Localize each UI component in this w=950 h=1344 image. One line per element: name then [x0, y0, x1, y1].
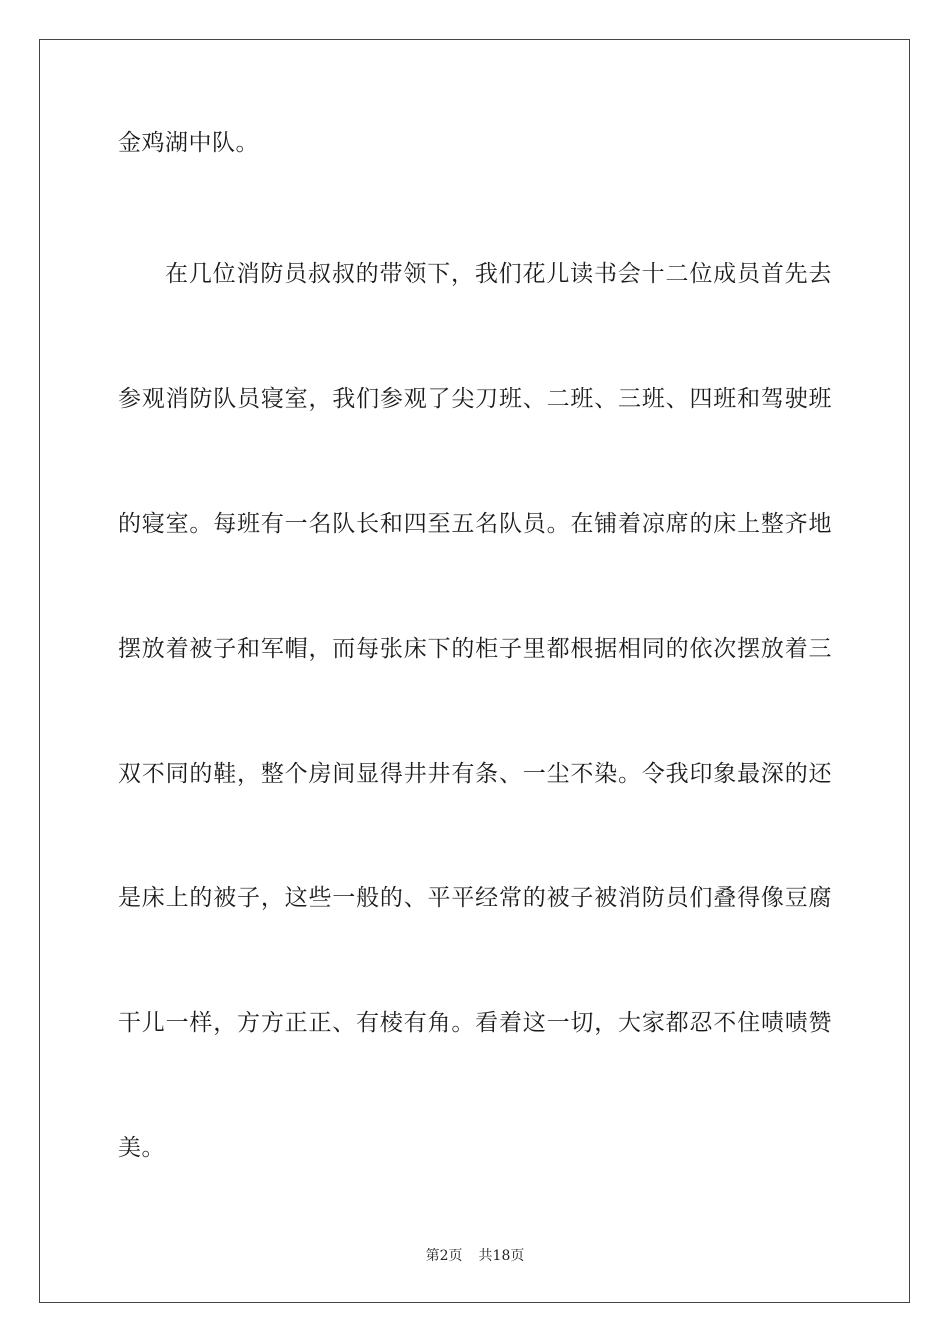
text-line: 美。	[118, 1135, 165, 1161]
page-border	[39, 39, 910, 1303]
text-line: 金鸡湖中队。	[118, 130, 259, 156]
paragraph-first-line: 在几位消防员叔叔的带领下，我们花儿读书会十二位成员首先去	[165, 261, 832, 287]
text-line: 干儿一样，方方正正、有棱有角。看着这一切，大家都忍不住啧啧赞	[118, 1010, 832, 1036]
page-number: 第2页	[425, 1248, 463, 1264]
text-line: 参观消防队员寝室，我们参观了尖刀班、二班、三班、四班和驾驶班	[118, 386, 832, 412]
page-total: 共18页	[478, 1248, 525, 1264]
text-line: 的寝室。每班有一名队长和四至五名队员。在铺着凉席的床上整齐地	[118, 511, 832, 537]
text-line: 是床上的被子，这些一般的、平平经常的被子被消防员们叠得像豆腐	[118, 885, 832, 911]
text-line: 摆放着被子和军帽，而每张床下的柜子里都根据相同的依次摆放着三	[118, 636, 832, 662]
text-line: 双不同的鞋，整个房间显得井井有条、一尘不染。令我印象最深的还	[118, 761, 832, 787]
page-footer	[0, 1246, 950, 1266]
